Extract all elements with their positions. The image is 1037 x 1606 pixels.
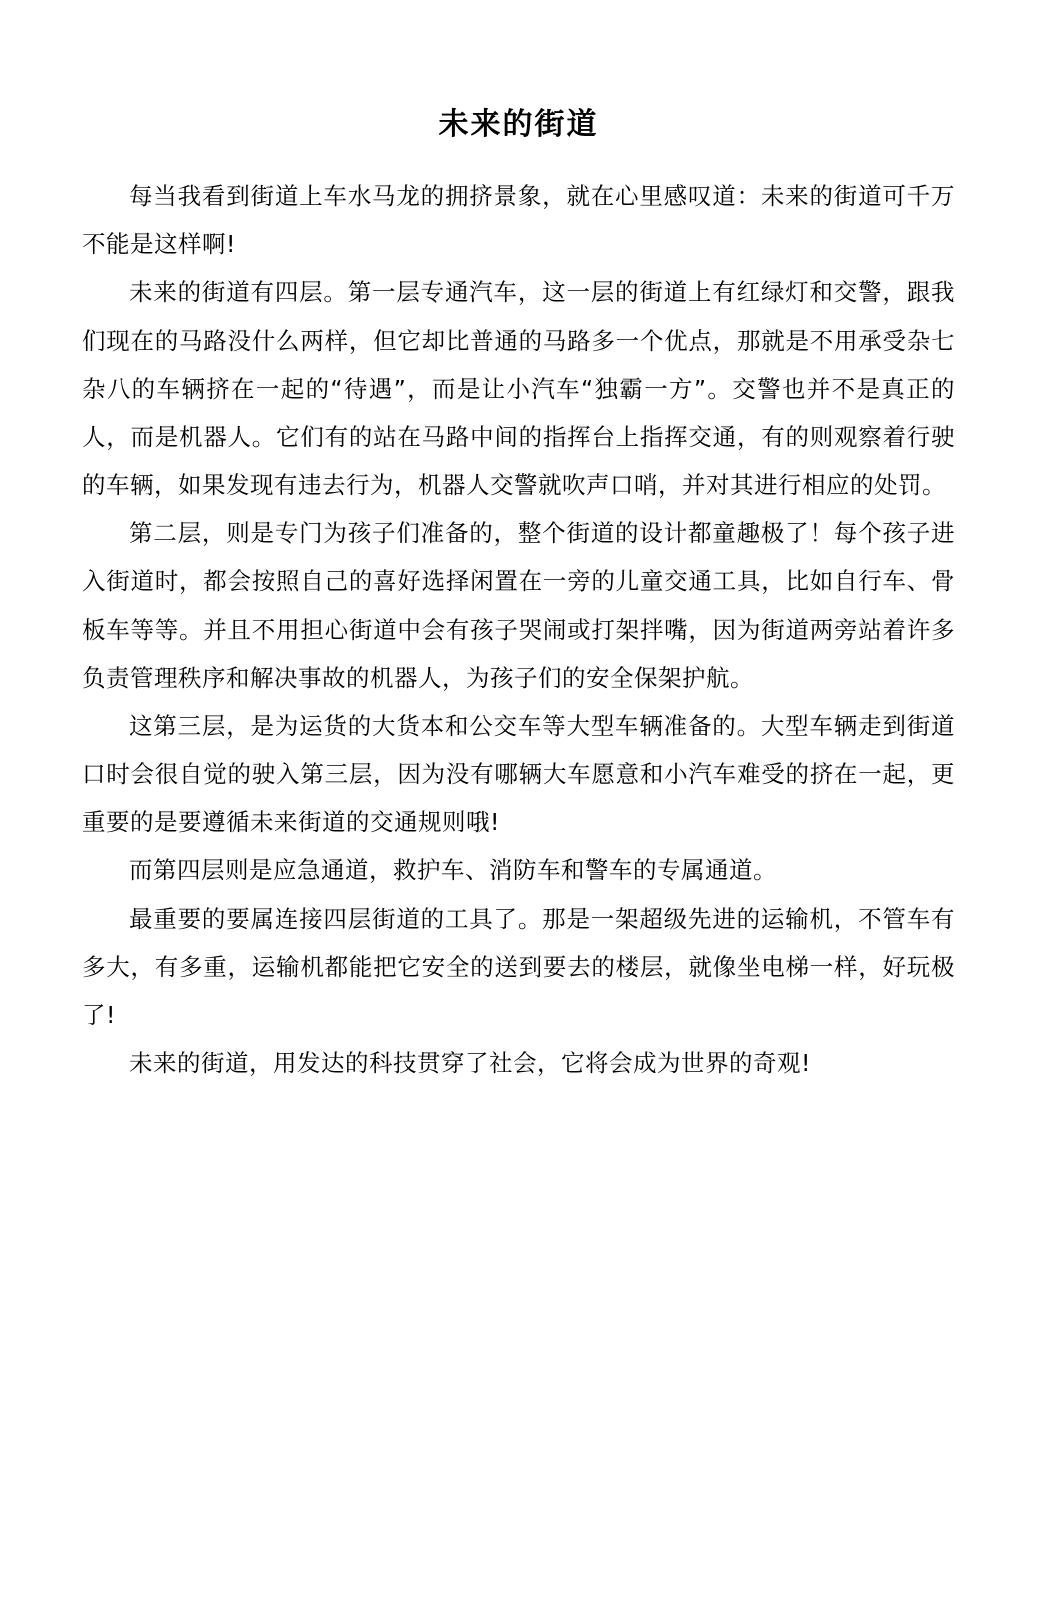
paragraph-3: 第二层，则是专门为孩子们准备的，整个街道的设计都童趣极了！每个孩子进入街道时，都会按照自己的喜好选择闲置在一旁的儿童交通工具，比如自行车、骨板车等等。并且不用担心街道中会有孩子哭闹或打架拌嘴，因为街道两旁站着许多负责管理秩序和解决事故的机器人，为孩子们的安全保架护航。: [82, 519, 955, 692]
paragraph-7: 未来的街道，用发达的科技贯穿了社会，它将会成为世界的奇观!: [129, 1049, 811, 1078]
paragraph-4: 这第三层，是为运货的大货本和公交车等大型车辆准备的。大型车辆走到街道口时会很自觉的驶入第三层，因为没有哪辆大车愿意和小汽车难受的挤在一起，更重要的是要遵循未来街道的交通规则哦!: [82, 711, 955, 837]
paragraph-1: 每当我看到街道上车水马龙的拥挤景象，就在心里感叹道：未来的街道可千万不能是这样啊!: [82, 182, 955, 259]
paragraph-6: 最重要的要属连接四层街道的工具了。那是一架超级先进的运输机，不管车有多大，有多重，运输机都能把它安全的送到要去的楼层，就像坐电梯一样，好玩极了!: [82, 904, 955, 1029]
paragraph-2: 未来的街道有四层。第一层专通汽车，这一层的街道上有红绿灯和交警，跟我们现在的马路没什么两样，但它却比普通的马路多一个优点，那就是不用承受杂七杂八的车辆挤在一起的“待遇”，而是让小汽车“独霸一方”。交警也并不是真正的人，而是机器人。它们有的站在马路中间的指挥台上指挥交通，有的则观察着行驶的车辆，如果发现有违去行为，机器人交警就吹声口哨，并对其进行相应的处罚。: [82, 278, 955, 500]
document-body: [82, 172, 955, 1087]
page-title: 未来的街道: [438, 107, 599, 142]
paragraph-5: 而第四层则是应急通道，救护车、消防车和警车的专属通道。: [129, 856, 777, 885]
